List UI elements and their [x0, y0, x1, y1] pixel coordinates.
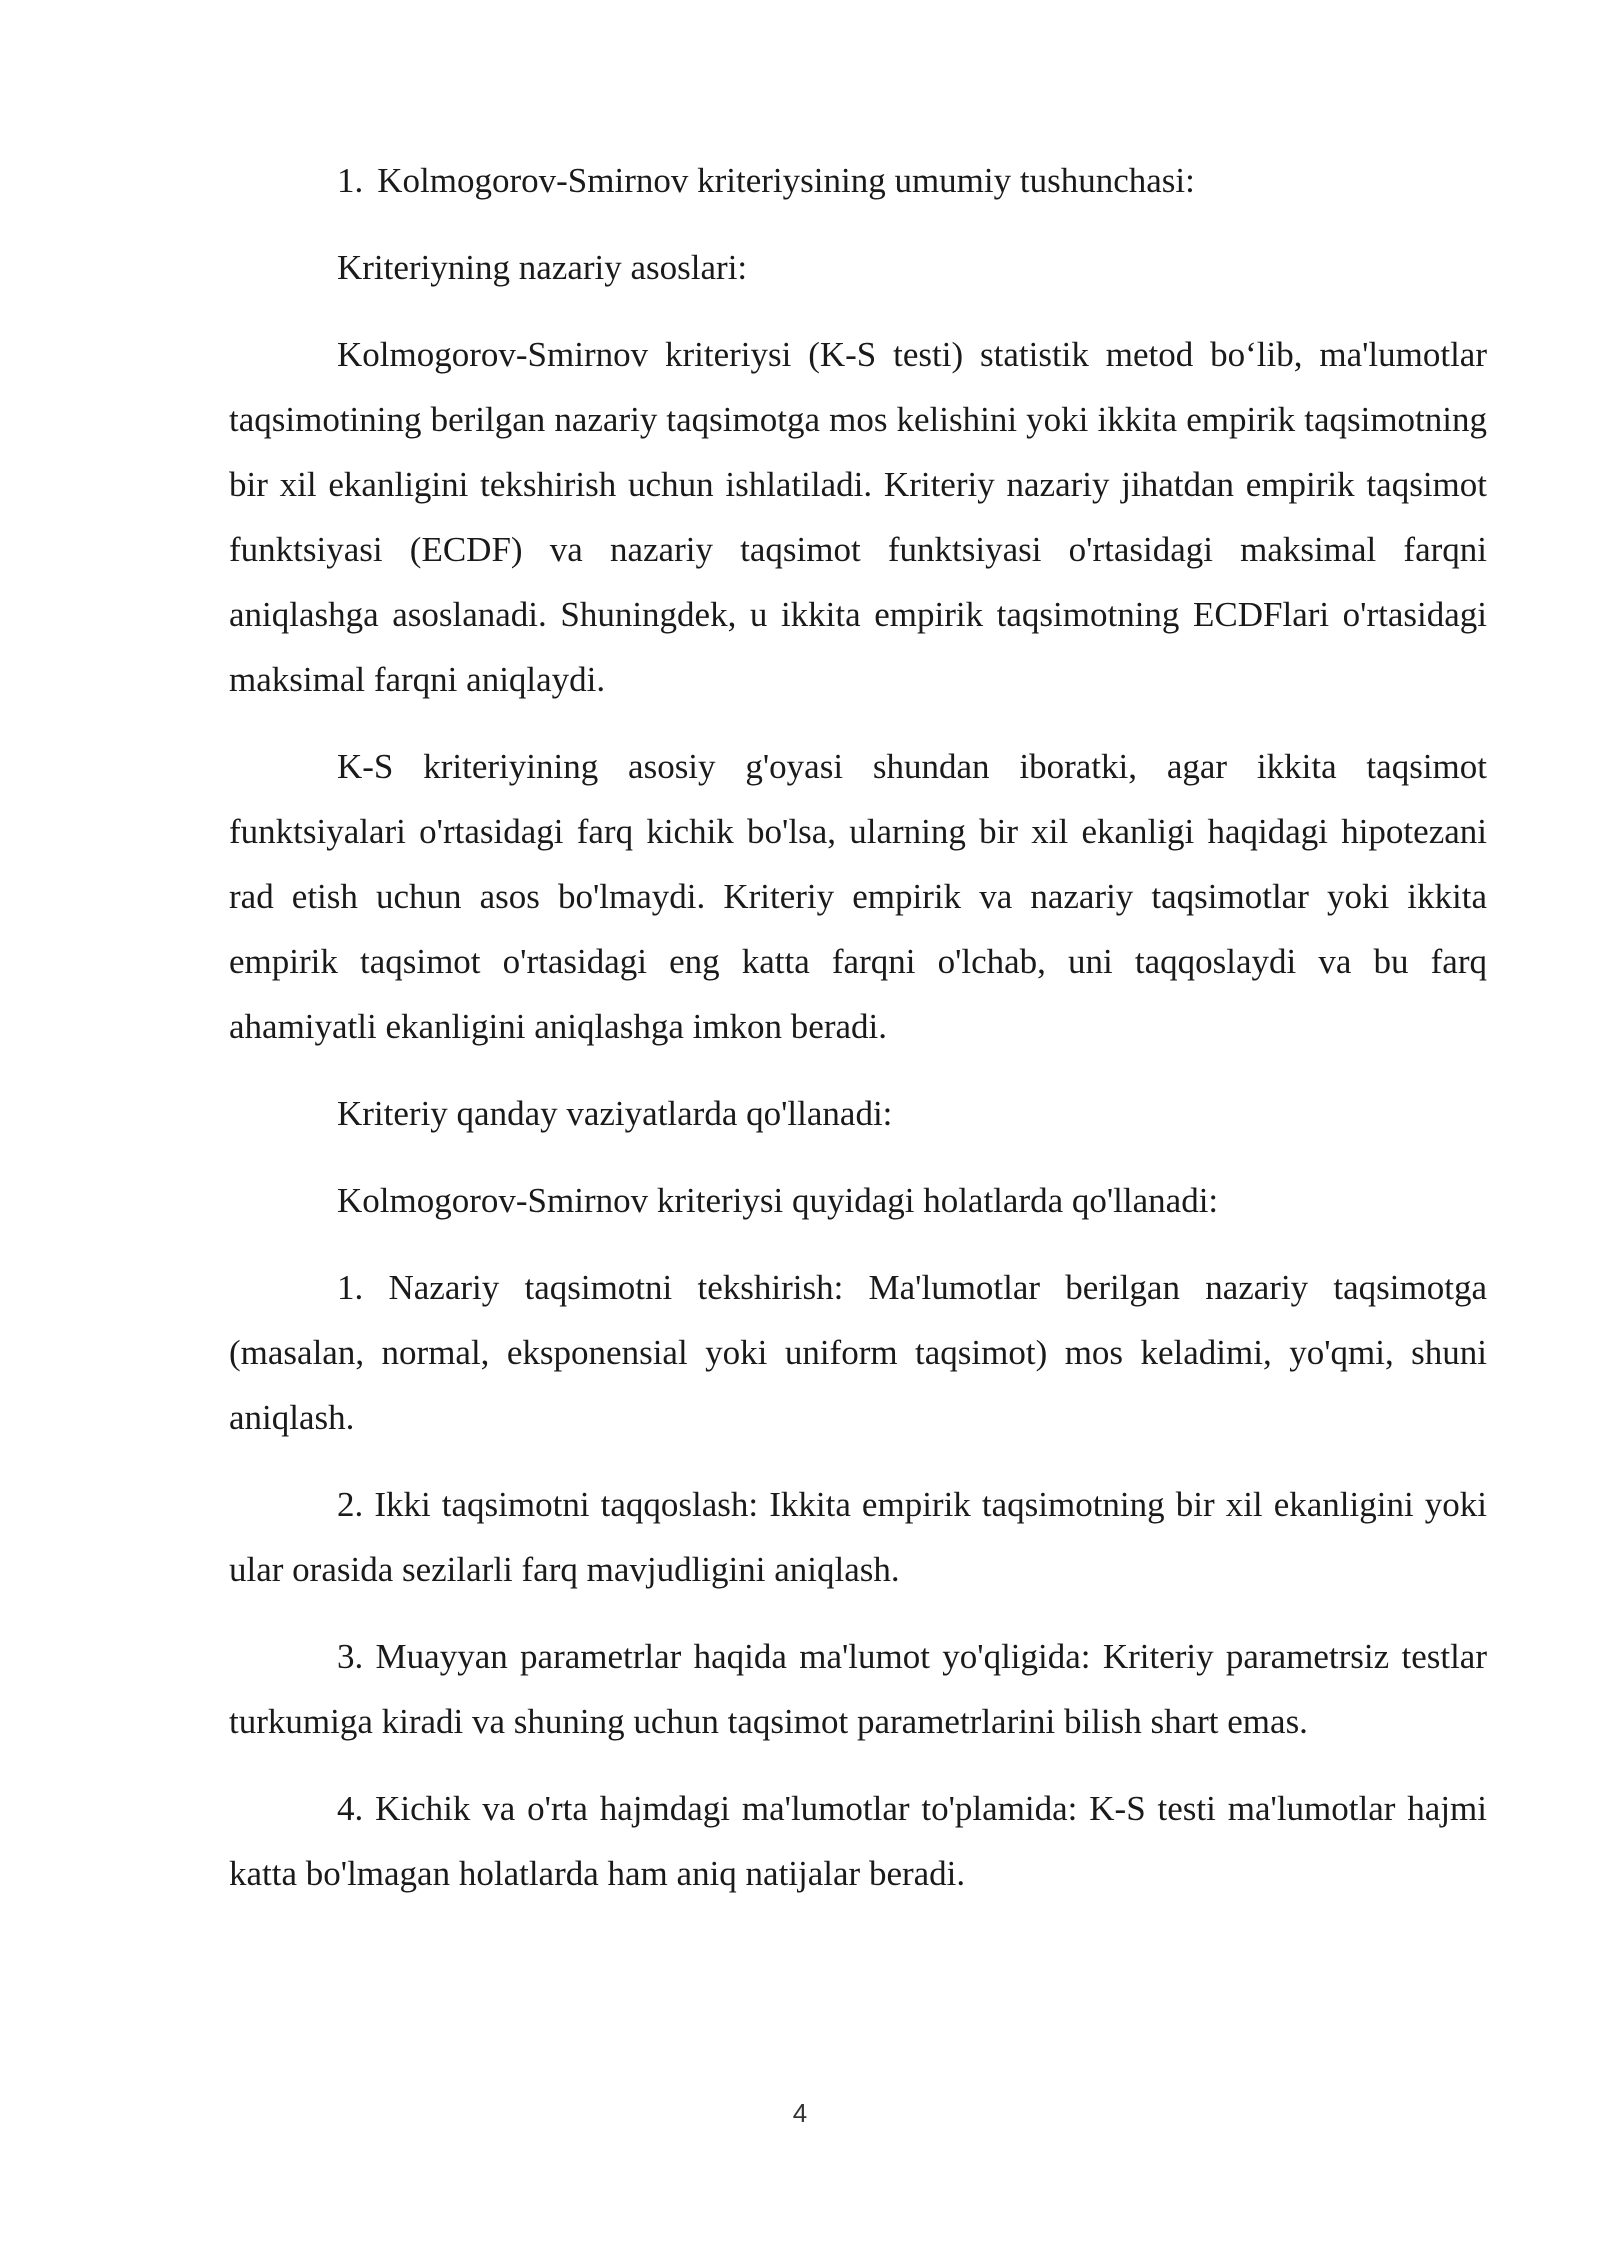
usage-item-4: 4. Kichik va o'rta hajmdagi ma'lumotlar to'plamida: K-S testi ma'lumotlar hajmi katta bo'lmagan holatlarda ham aniq natijalar beradi. — [229, 1789, 1487, 1893]
section-heading-number: 1. — [337, 161, 364, 200]
usage-intro: Kolmogorov-Smirnov kriteriysi quyidagi holatlarda qo'llanadi: — [337, 1181, 1219, 1220]
usage-subheading: Kriteriy qanday vaziyatlarda qo'llanadi: — [337, 1094, 893, 1133]
theory-subheading: Kriteriyning nazariy asoslari: — [337, 248, 748, 287]
usage-item-1: 1. Nazariy taqsimotni tekshirish: Ma'lumotlar berilgan nazariy taqsimotga (masalan, normal, eksponensial yoki uniform taqsimot) mos keladimi, yo'qmi, shuni aniqlash. — [229, 1268, 1487, 1437]
usage-item-2: 2. Ikki taqsimotni taqqoslash: Ikkita empirik taqsimotning bir xil ekanligini yoki ular orasida sezilarli farq mavjudligini aniqlash. — [229, 1485, 1487, 1589]
theory-paragraph: Kolmogorov-Smirnov kriteriysi (K-S testi) statistik metod bo‘lib, ma'lumotlar taqsimotining berilgan nazariy taqsimotga mos kelishini yoki ikkita empirik taqsimotning bir xil ekanligini tekshirish uchun ishlatiladi. Kriteriy nazariy jihatdan empirik taqsimot funktsiyasi (ECDF) va nazariy taqsimot funktsiyasi o'rtasidagi maksimal farqni aniqlashga asoslanadi. Shuningdek, u ikkita empirik taqsimotning ECDFlari o'rtasidagi maksimal farqni aniqlaydi. — [229, 335, 1487, 699]
section-heading-text: Kolmogorov-Smirnov kriteriysining umumiy tushunchasi: — [377, 161, 1195, 200]
idea-paragraph: K-S kriteriyining asosiy g'oyasi shundan iboratki, agar ikkita taqsimot funktsiyalari o'rtasidagi farq kichik bo'lsa, ularning bir xil ekanligi haqidagi hipotezani rad etish uchun asos bo'lmaydi. Kriteriy empirik va nazariy taqsimotlar yoki ikkita empirik taqsimot o'rtasidagi eng katta farqni o'lchab, uni taqqoslaydi va bu farq ahamiyatli ekanligini aniqlashga imkon beradi. — [229, 747, 1487, 1046]
usage-item-3: 3. Muayyan parametrlar haqida ma'lumot yo'qligida: Kriteriy parametrsiz testlar turkumiga kiradi va shuning uchun taqsimot parametrlarini bilish shart emas. — [229, 1637, 1487, 1741]
section-heading — [229, 148, 1487, 213]
page-body — [229, 148, 1487, 1928]
page-number: 4 — [792, 2098, 808, 2128]
